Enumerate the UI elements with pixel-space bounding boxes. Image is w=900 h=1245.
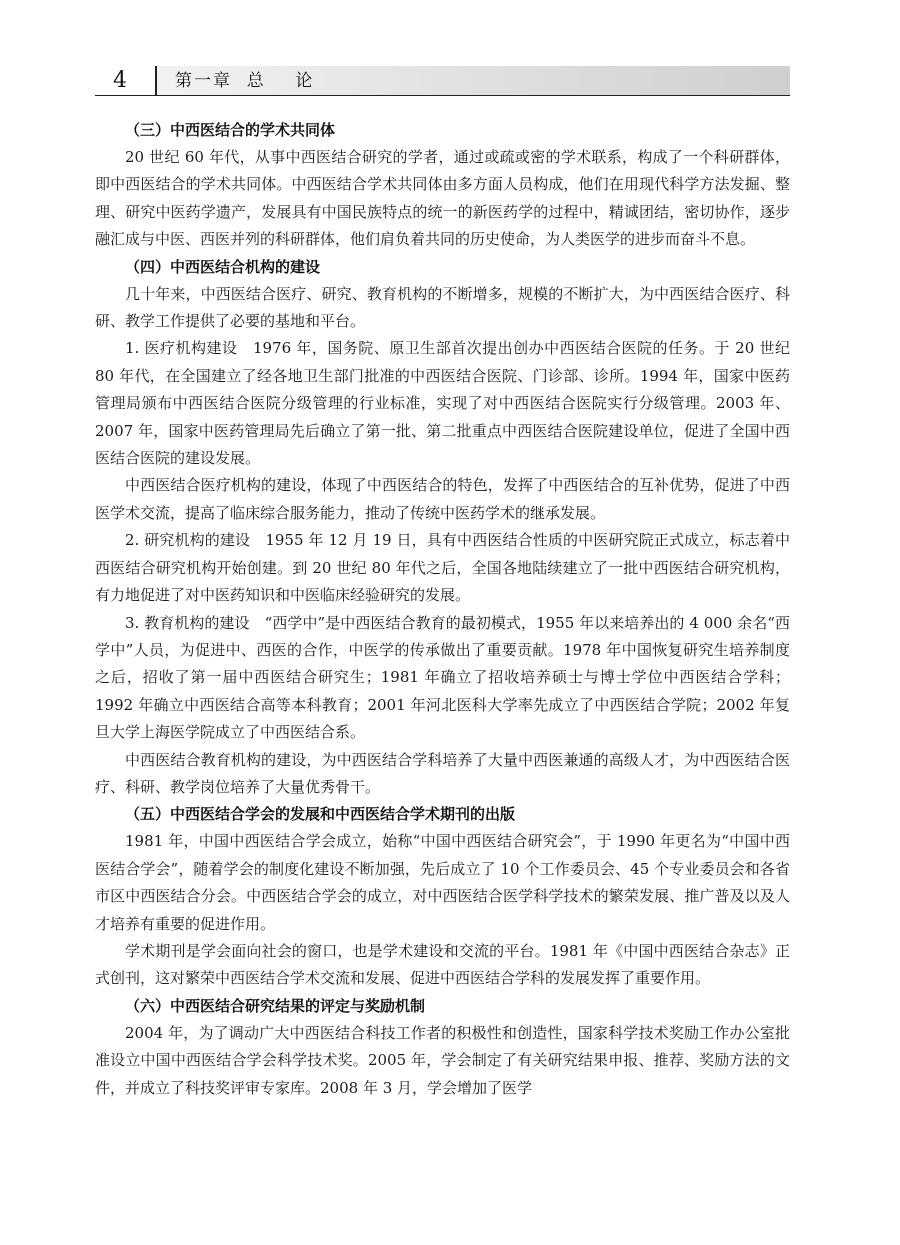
paragraph: 中西医结合教育机构的建设，为中西医结合学科培养了大量中西医兼通的高级人才，为中西医结合医疗、科研、教学岗位培养了大量优秀骨干。 [95, 750, 790, 796]
paragraph: 1981 年，中国中西医结合学会成立，始称“中国中西医结合研究会”，于 1990 年更名为“中国中西医结合学会”，随着学会的制度化建设不断加强，先后成立了 10 个工作委员会、45 个专业委员会和各省市区中西医结合分会。中西医结合学会的成立，对中西医结合医学科学技术的繁荣发展、推广普及以及人才培养有重要的促进作用。 [95, 832, 790, 933]
chapter-title: 第一章 总 论 [175, 71, 315, 91]
paragraph: 中西医结合医疗机构的建设，体现了中西医结合的特色，发挥了中西医结合的互补优势，促进了中西医学术交流，提高了临床综合服务能力，推动了传统中医药学术的继承发展。 [95, 476, 790, 522]
paragraph-education-institutions: 3. 教育机构的建设 “西学中”是中西医结合教育的最初模式，1955 年以来培养出的 4 000 余名“西学中”人员，为促进中、西医的合作，中医学的传承做出了重要贡献。1978 年中国恢复研究生培养制度之后，招收了第一届中西医结合研究生；1981 年确立了招收培养硕士与博士学位中西医结合学科；1992 年确立中西医结合高等本科教育；2001 年河北医科大学率先成立了中西医结合学院；2002 年复旦大学上海医学院成立了中西医结合系。 [95, 613, 790, 742]
paragraph: 几十年来，中西医结合医疗、研究、教育机构的不断增多，规模的不断扩大，为中西医结合医疗、科研、教学工作提供了必要的基地和平台。 [95, 284, 790, 331]
page-header [95, 66, 790, 96]
paragraph-medical-institutions: 1. 医疗机构建设 1976 年，国务院、原卫生部首次提出创办中西医结合医院的任务。于 20 世纪 80 年代，在全国建立了经各地卫生部门批准的中西医结合医院、门诊部、诊所。1994 年，国家中医药管理局颁布中西医结合医院分级管理的行业标准，实现了对中西医结合医院实行分级管理。2003 年、2007 年，国家中医药管理局先后确立了第一批、第二批重点中西医结合医院建设单位，促进了全国中西医结合医院的建设发展。 [95, 339, 790, 468]
page-number: 4 [113, 68, 127, 93]
header-separator [155, 66, 157, 96]
section-heading-3: （三）中西医结合的学术共同体 [125, 121, 336, 139]
body-text [95, 117, 790, 1102]
paragraph: 2004 年，为了调动广大中西医结合科技工作者的积极性和创造性，国家科学技术奖励工作办公室批准设立中国中西医结合学会科学技术奖。2005 年，学会制定了有关研究结果申报、推荐、奖励方法的文件，并成立了科技奖评审专家库。2008 年 3 月，学会增加了医学 [95, 1023, 790, 1097]
header-rule [95, 95, 790, 97]
section-heading-5: （五）中西医结合学会的发展和中西医结合学术期刊的出版 [125, 805, 516, 824]
paragraph: 学术期刊是学会面向社会的窗口，也是学术建设和交流的平台。1981 年《中国中西医结合杂志》正式创刊，这对繁荣中西医结合学术交流和发展、促进中西医结合学科的发展发挥了重要作用。 [95, 941, 790, 988]
paragraph: 20 世纪 60 年代，从事中西医结合研究的学者，通过或疏或密的学术联系，构成了一个科研群体，即中西医结合的学术共同体。中西医结合学术共同体由多方面人员构成，他们在用现代科学方法发掘、整理、研究中医药学遗产，发展具有中国民族特点的统一的新医药学的过程中，精诚团结，密切协作，逐步融汇成与中医、西医并列的科研群体，他们肩负着共同的历史使命，为人类医学的进步而奋斗不息。 [95, 148, 790, 249]
paragraph-research-institutions: 2. 研究机构的建设 1955 年 12 月 19 日，具有中西医结合性质的中医研究院正式成立，标志着中西医结合研究机构开始创建。到 20 世纪 80 年代之后，全国各地陆续建立了一批中西医结合研究机构，有力地促进了对中医药知识和中医临床经验研究的发展。 [95, 531, 790, 605]
section-heading-6: （六）中西医结合研究结果的评定与奖励机制 [125, 996, 426, 1015]
section-heading-4: （四）中西医结合机构的建设 [125, 257, 321, 276]
